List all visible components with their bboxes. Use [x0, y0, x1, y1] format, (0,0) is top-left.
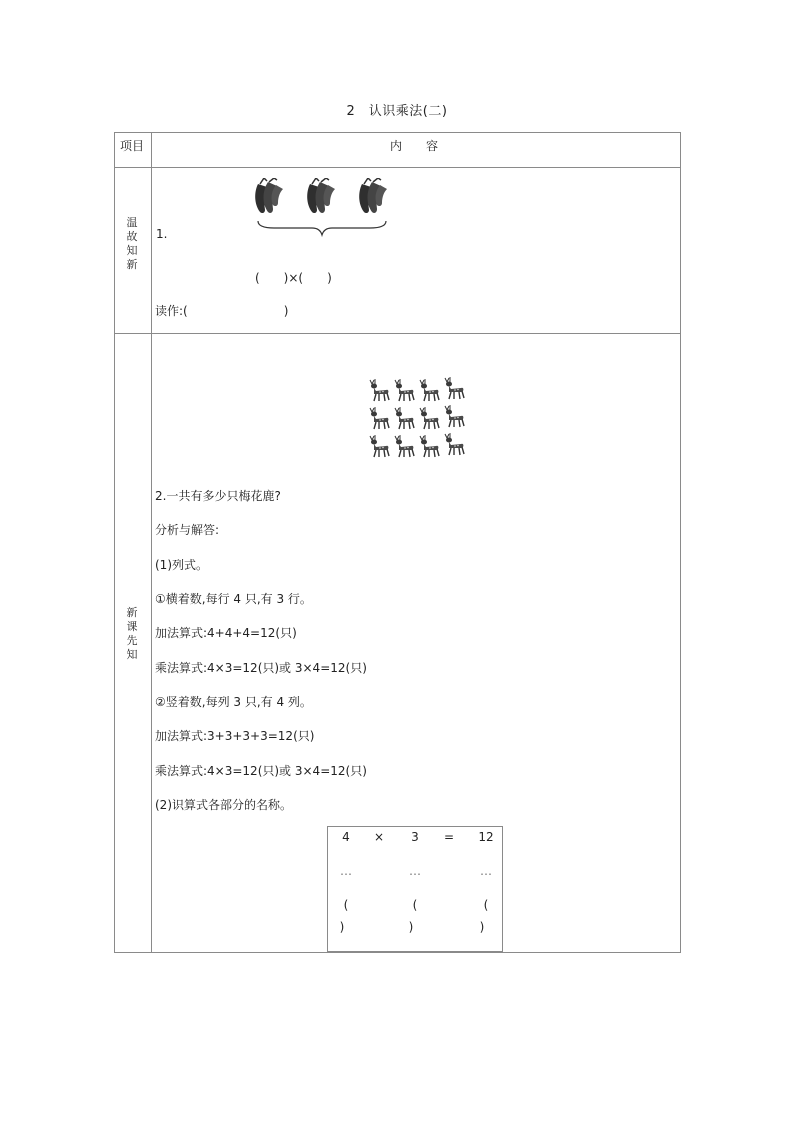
analysis-heading: 分析与解答:	[155, 523, 220, 537]
step-1: (1)列式。	[155, 558, 208, 572]
formula-factor-b: 3	[411, 830, 419, 844]
pepper-icon	[255, 178, 283, 213]
formula-dots-b: …	[409, 864, 421, 878]
lesson-table	[114, 132, 681, 953]
blank-open-result[interactable]: (	[483, 898, 489, 912]
review-label: 温 故 知 新	[126, 216, 138, 271]
blank-open-b[interactable]: (	[412, 898, 418, 912]
formula-product: 12	[478, 830, 494, 844]
formula-factor-a: 4	[342, 830, 350, 844]
review-read-as[interactable]: 读作:( )	[155, 304, 289, 318]
column-method: ②竖着数,每列 3 只,有 4 列。	[155, 695, 312, 709]
row-method: ①横着数,每行 4 只,有 3 行。	[155, 592, 312, 606]
header-content: 内 容	[390, 139, 439, 153]
formula-dots-a: …	[340, 864, 352, 878]
deer-image	[366, 376, 466, 462]
blank-close-a[interactable]: )	[339, 920, 345, 934]
formula-equals: =	[443, 830, 455, 844]
step-2: (2)识算式各部分的名称。	[155, 798, 292, 812]
row-multiplication: 乘法算式:4×3=12(只)或 3×4=12(只)	[155, 661, 367, 675]
formula-dots-result: …	[480, 864, 492, 878]
row-addition: 加法算式:4+4+4=12(只)	[155, 626, 297, 640]
formula-times: ×	[373, 830, 385, 844]
column-addition: 加法算式:3+3+3+3=12(只)	[155, 729, 315, 743]
blank-open-a[interactable]: (	[343, 898, 349, 912]
formula-parts-table	[327, 826, 503, 952]
new-lesson-label: 新 课 先 知	[126, 606, 138, 661]
review-question-number: 1.	[156, 227, 168, 241]
column-multiplication: 乘法算式:4×3=12(只)或 3×4=12(只)	[155, 764, 367, 778]
header-item: 项目	[120, 139, 145, 153]
page-title: 2 认识乘法(二)	[346, 104, 448, 119]
review-blank-expression[interactable]: ( )×( )	[255, 271, 332, 285]
pepper-image	[252, 178, 402, 240]
question-2: 2.一共有多少只梅花鹿?	[155, 489, 281, 503]
blank-close-b[interactable]: )	[408, 920, 414, 934]
blank-close-result[interactable]: )	[479, 920, 485, 934]
